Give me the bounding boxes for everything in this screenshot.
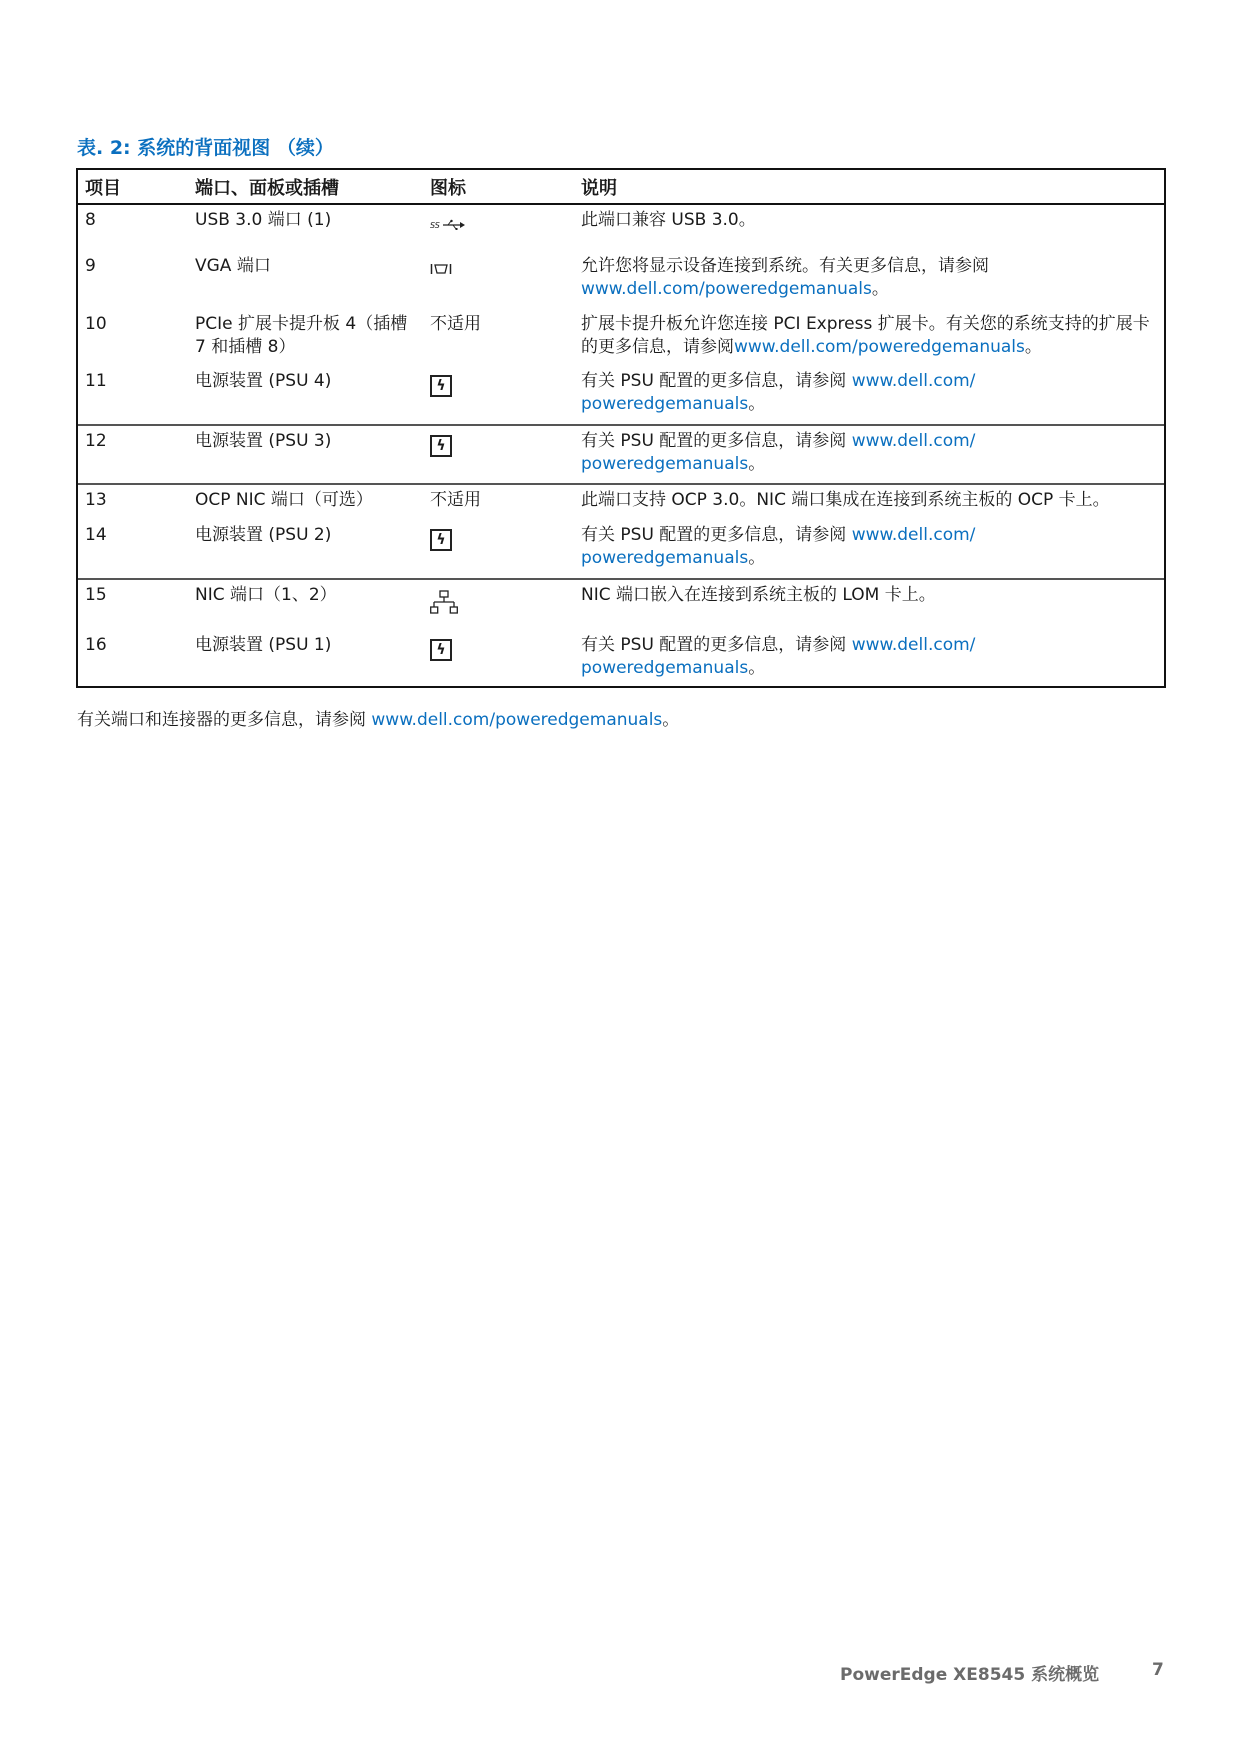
table-frame: [76, 168, 1166, 688]
row-description: [581, 205, 1164, 251]
description-tail: 。: [871, 279, 889, 299]
description-text: 扩展卡提升板允许您连接 PCI Express 扩展卡。有关您的系统支持的扩展卡的更多信息，请参阅: [581, 314, 1150, 357]
row-port: USB 3.0 端口 (1): [195, 210, 332, 230]
description-text: 有关 PSU 配置的更多信息，请参阅: [581, 431, 847, 451]
description-tail: 。: [748, 454, 766, 474]
row-icon-na: 不适用: [430, 490, 481, 510]
table-row: [78, 424, 1164, 483]
description-tail: 。: [748, 394, 766, 414]
table-row: [78, 630, 1164, 686]
row-description: [581, 520, 1164, 578]
table-row: [78, 205, 1164, 251]
description-text: 允许您将显示设备连接到系统。有关更多信息，请参阅: [581, 256, 989, 276]
row-description: [581, 485, 1164, 520]
header-item: 项目: [85, 177, 121, 199]
rear-view-table: [76, 168, 1166, 688]
row-item: 9: [85, 256, 96, 276]
table-header-row: [78, 170, 1164, 205]
row-port: 电源装置 (PSU 1): [195, 635, 332, 655]
description-text: 有关 PSU 配置的更多信息，请参阅: [581, 635, 847, 655]
row-icon-cell: [430, 630, 581, 686]
table-row: [78, 251, 1164, 309]
usb3-icon: [430, 217, 466, 231]
description-tail: 。: [748, 658, 766, 678]
row-port: 电源装置 (PSU 3): [195, 431, 332, 451]
row-item: 15: [85, 585, 107, 605]
table-row: [78, 483, 1164, 520]
footer-title: PowerEdge XE8545 系统概览: [840, 1665, 1100, 1685]
footnote-text: 有关端口和连接器的更多信息，请参阅: [77, 710, 366, 730]
description-tail: 。: [748, 548, 766, 568]
description-text: 此端口兼容 USB 3.0。: [581, 210, 756, 230]
row-icon-cell: [430, 520, 581, 578]
row-item: 8: [85, 210, 96, 230]
row-item: 16: [85, 635, 107, 655]
manuals-link[interactable]: www.dell.com/ poweredgemanuals: [581, 371, 976, 414]
description-text: 有关 PSU 配置的更多信息，请参阅: [581, 371, 847, 391]
manuals-link[interactable]: www.dell.com/ poweredgemanuals: [581, 431, 976, 474]
table-caption: 表. 2: 系统的背面视图 （续）: [77, 137, 334, 159]
header-port: 端口、面板或插槽: [195, 177, 339, 199]
header-description: 说明: [581, 177, 617, 199]
row-item: 12: [85, 431, 107, 451]
row-port: OCP NIC 端口（可选）: [195, 490, 373, 510]
table-row: [78, 520, 1164, 578]
manuals-link[interactable]: www.dell.com/ poweredgemanuals: [581, 525, 976, 568]
row-icon-cell: [430, 426, 581, 483]
row-icon-cell: [430, 580, 581, 630]
description-text: 此端口支持 OCP 3.0。NIC 端口集成在连接到系统主板的 OCP 卡上。: [581, 490, 1110, 510]
row-item: 10: [85, 314, 107, 334]
table-row: [78, 578, 1164, 630]
network-icon: [430, 590, 458, 616]
manuals-link[interactable]: www.dell.com/poweredgemanuals: [734, 337, 1025, 357]
row-port: 电源装置 (PSU 2): [195, 525, 332, 545]
footnote: [77, 705, 679, 730]
table-row: [78, 366, 1164, 424]
row-description: [581, 366, 1164, 424]
row-port: VGA 端口: [195, 256, 271, 276]
footnote-link[interactable]: www.dell.com/poweredgemanuals: [371, 710, 663, 730]
row-port: NIC 端口（1、2）: [195, 585, 337, 605]
row-description: [581, 630, 1164, 686]
description-text: 有关 PSU 配置的更多信息，请参阅: [581, 525, 847, 545]
row-icon-cell: [430, 205, 581, 251]
page-number: 7: [1152, 1660, 1164, 1680]
manuals-link[interactable]: www.dell.com/poweredgemanuals: [581, 279, 872, 299]
manuals-link[interactable]: www.dell.com/ poweredgemanuals: [581, 635, 976, 678]
row-description: [581, 309, 1164, 366]
row-description: [581, 580, 1164, 630]
row-description: [581, 251, 1164, 309]
power-icon: ϟ: [430, 529, 452, 551]
row-item: 14: [85, 525, 107, 545]
vga-icon: [430, 263, 452, 275]
footnote-tail: 。: [662, 710, 680, 730]
row-icon-cell: [430, 366, 581, 424]
row-item: 11: [85, 371, 107, 391]
row-icon-na: 不适用: [430, 314, 481, 334]
row-description: [581, 426, 1164, 483]
table-row: [78, 309, 1164, 366]
description-tail: 。: [1024, 337, 1042, 357]
row-port: PCIe 扩展卡提升板 4（插槽 7 和插槽 8）: [195, 314, 408, 357]
row-port: 电源装置 (PSU 4): [195, 371, 332, 391]
row-item: 13: [85, 490, 107, 510]
power-icon: ϟ: [430, 375, 452, 397]
description-text: NIC 端口嵌入在连接到系统主板的 LOM 卡上。: [581, 585, 936, 605]
svg-text:SS: SS: [430, 221, 440, 230]
row-icon-cell: [430, 251, 581, 309]
power-icon: ϟ: [430, 435, 452, 457]
power-icon: ϟ: [430, 639, 452, 661]
header-icon: 图标: [430, 177, 466, 199]
